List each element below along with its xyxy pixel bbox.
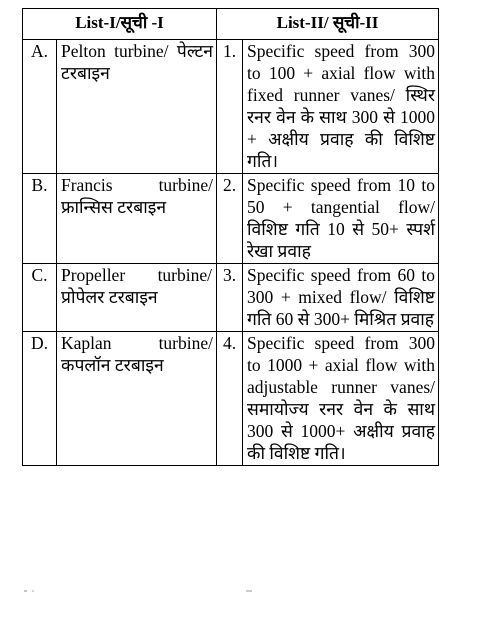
list-1-label: D. [23,332,57,466]
list-2-label: 2. [217,174,243,264]
list-2-label: 1. [217,40,243,174]
list-1-item: Kaplan turbine/ कपलॉन टरबाइन [57,332,217,466]
table-row [23,40,439,174]
list-2-item: Specific speed from 300 to 1000 + axial flow with adjustable runner vanes/ समायोज्य रनर वेन के साथ 300 से 1000+ अक्षीय प्रवाह की विशिष्ट गति। [243,332,439,466]
list-1-item: Propeller turbine/ प्रोपेलर टरबाइन [57,264,217,332]
match-the-following-table [22,8,439,466]
list-1-label: C. [23,264,57,332]
header-row [23,9,439,40]
table-row [23,174,439,264]
list-1-item: Francis turbine/ फ्रान्सिस टरबाइन [57,174,217,264]
table-row [23,332,439,466]
list-1-label: B. [23,174,57,264]
list-1-header: List-I/सूची -I [23,9,217,40]
list-2-item: Specific speed from 60 to 300 + mixed flow/ विशिष्ट गति 60 से 300+ मिश्रित प्रवाह [243,264,439,332]
table-row [23,264,439,332]
list-2-item: Specific speed from 300 to 100 + axial flow with fixed runner vanes/ स्थिर रनर वेन के साथ 300 से 1000 + अक्षीय प्रवाह की विशिष्ट गति। [243,40,439,174]
list-2-label: 4. [217,332,243,466]
list-1-label: A. [23,40,57,174]
list-2-item: Specific speed from 10 to 50 + tangential flow/ विशिष्ट गति 10 से 50+ स्पर्श रेखा प्रवाह [243,174,439,264]
list-2-label: 3. [217,264,243,332]
page-edge-marks [22,589,438,593]
list-1-item: Pelton turbine/ पेल्टन टरबाइन [57,40,217,174]
list-2-header: List-II/ सूची-II [217,9,439,40]
